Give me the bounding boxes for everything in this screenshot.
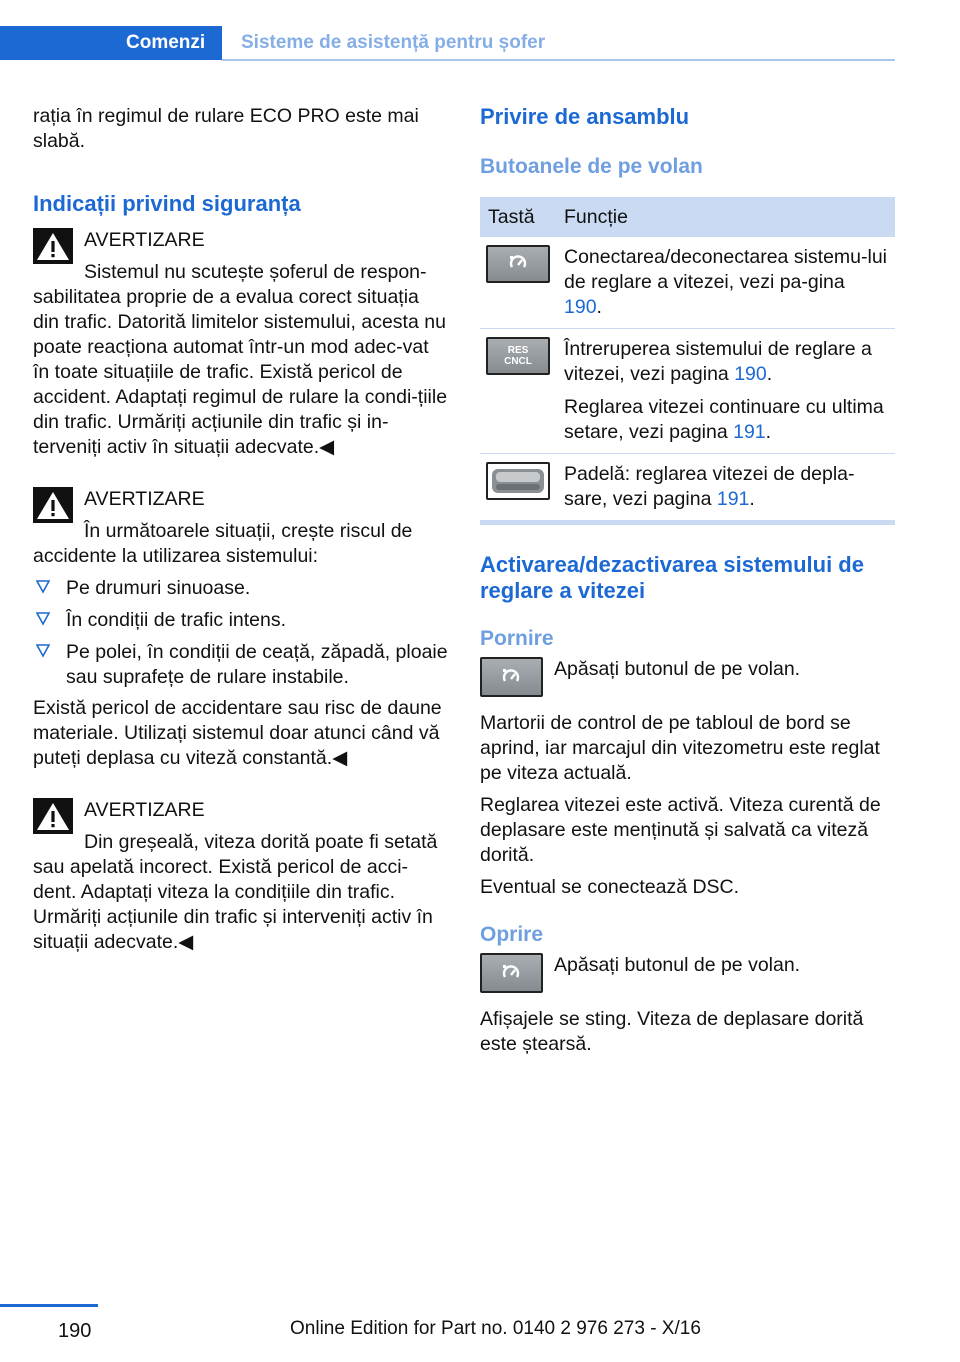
safety-heading: Indicații privind siguranța [33,191,301,216]
footer-rule [0,1304,98,1307]
intro-paragraph: rația în regimul de rulare ECO PRO este mai slabă. [33,105,419,152]
stop-action-text: Apăsați butonul de pe volan. [554,954,801,976]
start-paragraph-3: Eventual se conectează DSC. [480,876,740,898]
table-header-row [480,197,895,237]
page-link[interactable]: 191 [716,488,750,510]
stop-heading: Oprire [480,923,544,946]
warning-text: În următoarele situații, crește riscul de accidente la utilizarea sistemului: [33,520,413,567]
warning-text: Sistemul nu scutește șoferul de respon-sabilitatea proprie de a evalua corect situația din trafic. Datorită limitelor sistemului, acesta nu poate reacționa automat într-un mod adec-vat în toate situațiile de trafic. Există pericol de accident. Adaptați regimul de rulare la condi-țiile din trafic. Urmăriți acțiunile din trafic și in-terveniți activ în situații adecvate.◀ [33,261,448,458]
table-row [480,329,895,454]
page-link[interactable]: 190 [734,363,767,385]
table-row [480,454,895,521]
overview-heading: Privire de ansamblu [480,104,690,129]
list-item: Pe polei, în condiții de ceață, zăpadă, ploaie sau suprafețe de rulare instabile. [33,640,449,690]
warning-block-2 [33,487,449,771]
warning-consequence: Există pericol de accidentare sau risc de daune materiale. Utilizați sistemul doar atunci când vă puteți deplasa cu viteză constantă.◀ [33,697,442,769]
start-paragraph-1: Martorii de control de pe tabloul de bord se aprind, iar marcajul din vitezometru este reglat pe viteza actuală. [480,712,880,784]
list-item: Pe drumuri sinuoase. [33,576,449,601]
activation-heading: Activarea/dezactivarea sistemului de reglare a vitezei [480,552,864,603]
triangle-bullet-icon [36,644,50,658]
column-header-function: Funcție [556,197,895,237]
steering-buttons-heading: Butoanele de pe volan [480,155,703,178]
warning-triangle-icon [33,798,73,834]
start-action-text: Apăsați butonul de pe volan. [554,658,801,680]
start-paragraph-2: Reglarea vitezei este activă. Viteza curentă de deplasare este menținută și salvată ca viteză dorită. [480,794,881,866]
start-heading: Pornire [480,627,554,650]
warning-text: Din greșeală, viteza dorită poate fi setată sau apelată incorect. Există pericol de acci-dent. Adaptați viteza la condițiile din trafic. Urmăriți acțiunile din trafic și interveniți activ în situații adecvate.◀ [33,831,438,953]
paddle-icon [486,462,550,500]
table-end-rule [480,521,895,525]
column-header-key: Tastă [480,197,556,237]
chapter-tab[interactable]: Comenzi [0,26,222,60]
list-item: În condiții de trafic intens. [33,608,449,633]
right-column [480,104,895,1057]
warning-block-3 [33,798,449,955]
triangle-bullet-icon [36,580,50,594]
page-link[interactable]: 190 [564,296,597,318]
warning-title: AVERTIZARE [84,799,205,821]
cruise-control-button-icon [480,657,543,697]
warning-triangle-icon [33,487,73,523]
start-instruction [480,657,895,701]
page-header [0,26,895,62]
cruise-control-button-icon [480,953,543,993]
stop-paragraph-1: Afișajele se sting. Viteza de deplasare dorită este ștearsă. [480,1008,864,1055]
table-cell-function: Padelă: reglarea vitezei de depla-sare, vezi pagina 191. [556,454,895,521]
warning-block-1 [33,228,449,460]
page-number: 190 [58,1320,92,1342]
section-breadcrumb[interactable]: Sisteme de asistență pentru șofer [241,32,546,53]
stop-instruction [480,953,895,997]
header-rule [222,59,895,61]
warning-title: AVERTIZARE [84,488,205,510]
triangle-bullet-icon [36,612,50,626]
edition-note: Online Edition for Part no. 0140 2 976 273 - X/16 [290,1318,701,1339]
risk-list [33,576,449,690]
left-column [33,104,449,955]
page-link[interactable]: 191 [733,421,766,443]
warning-title: AVERTIZARE [84,229,205,251]
cruise-control-onoff-icon [486,245,550,283]
res-cncl-button: RES CNCL [486,337,550,375]
table-row [480,237,895,329]
warning-triangle-icon [33,228,73,264]
table-cell-function: Conectarea/deconectarea sistemu-lui de reglare a vitezei, vezi pa-gina 190. [556,237,895,329]
buttons-table [480,197,895,521]
table-cell-function: Întreruperea sistemului de reglare a vitezei, vezi pagina 190. Reglarea vitezei continuare cu ultima setare, vezi pagina 191. [556,329,895,454]
